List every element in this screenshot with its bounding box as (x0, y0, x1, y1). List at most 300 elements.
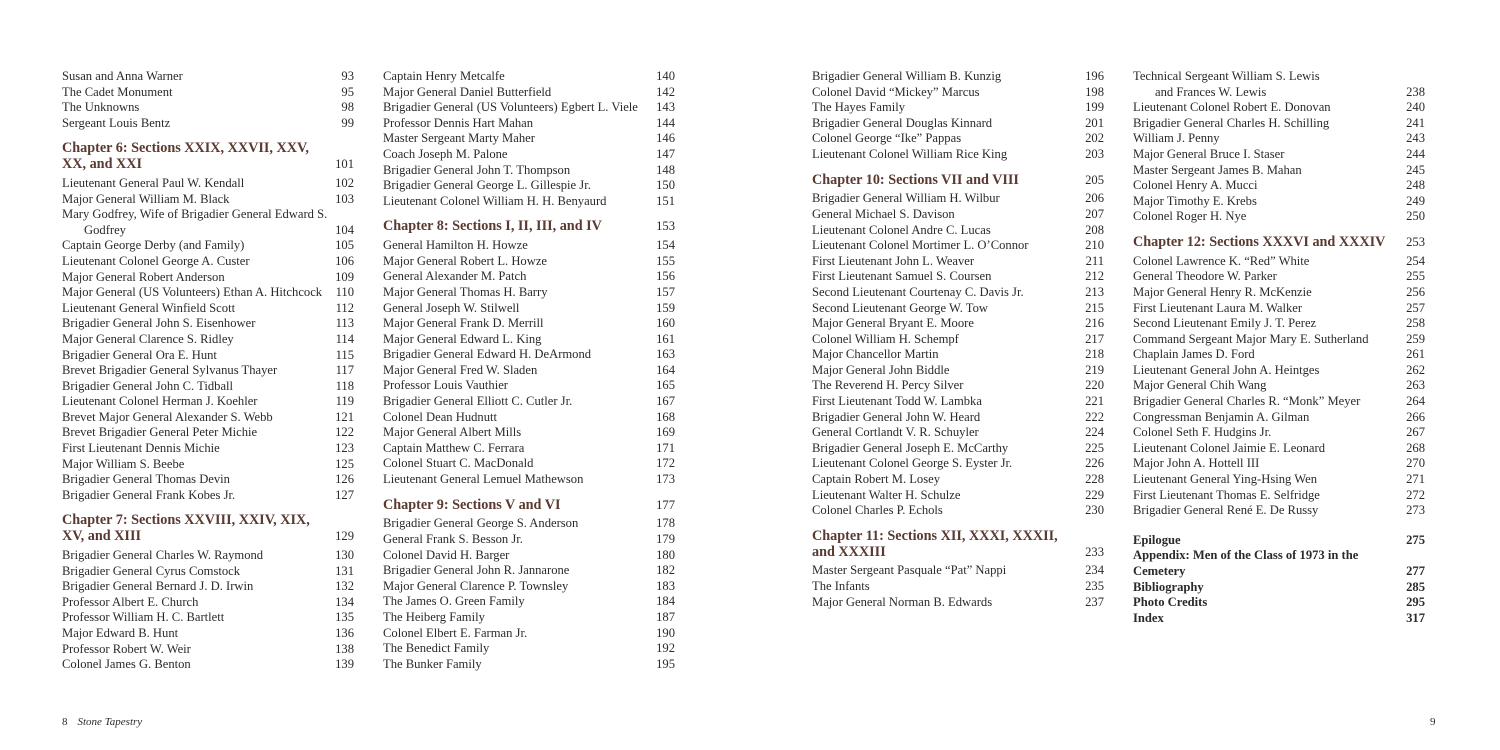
toc-entry (62, 410, 354, 426)
page-number: 264 (1406, 394, 1425, 409)
entry-title: Lieutenant Colonel Jaimie E. Leonard (1133, 440, 1325, 455)
entry-title: Colonel James G. Benton (62, 657, 191, 672)
entry-title: Colonel Seth F. Hudgins Jr. (1133, 425, 1272, 440)
toc-entry (812, 301, 1104, 317)
page-number: 192 (656, 641, 675, 656)
toc-entry (1133, 332, 1425, 348)
entry-title: Brigadier General John R. Jannarone (383, 563, 570, 578)
entry-title: Brevet Major General Alexander S. Webb (62, 409, 273, 424)
toc-entry (62, 176, 354, 192)
page-number: 126 (335, 472, 354, 487)
page-number: 207 (1085, 206, 1104, 221)
entry-title: Lieutenant General John A. Heintges (1133, 362, 1320, 377)
entry-title: First Lieutenant Dennis Michie (62, 441, 220, 456)
entry-title: Command Sergeant Major Mary E. Sutherland (1133, 331, 1369, 346)
page-number: 95 (341, 84, 354, 99)
entry-title: Second Lieutenant George W. Tow (812, 300, 988, 315)
toc-column-4 (1133, 69, 1425, 626)
page-number: 136 (335, 626, 354, 640)
toc-entry (1133, 254, 1425, 270)
entry-title: Brigadier General René E. De Russy (1133, 503, 1319, 518)
toc-entry (62, 116, 354, 132)
toc-entry (383, 579, 675, 595)
toc-entry (812, 254, 1104, 270)
toc-entry (812, 238, 1104, 254)
entry-title: First Lieutenant Todd W. Lambka (812, 394, 982, 409)
entry-title: Colonel Charles P. Echols (812, 503, 943, 518)
page-number: 253 (1406, 234, 1425, 249)
toc-entry (383, 626, 675, 642)
page-number: 177 (656, 497, 675, 512)
page-number: 206 (1085, 191, 1104, 206)
back-matter-entry (1133, 548, 1425, 579)
page-number: 220 (1085, 378, 1104, 393)
page-number: 258 (1406, 316, 1425, 331)
entry-title: The Benedict Family (383, 641, 490, 656)
entry-title: Lieutenant Colonel Mortimer L. O’Connor (812, 238, 1029, 253)
entry-title: Lieutenant Colonel William H. H. Benyaurd (383, 193, 607, 208)
toc-entry (383, 131, 675, 147)
toc-entry (812, 488, 1104, 504)
page-number: 213 (1085, 284, 1104, 299)
toc-entry (812, 223, 1104, 239)
toc-entry (812, 363, 1104, 379)
entry-title: Major General John Biddle (812, 362, 950, 377)
entry-title: Photo Credits (1133, 595, 1208, 610)
entry-title: Major John A. Hottell III (1133, 456, 1260, 471)
page-number: 208 (1085, 222, 1104, 237)
page-number: 113 (335, 316, 354, 331)
toc-entry (1133, 131, 1425, 147)
entry-title: Captain Robert M. Losey (812, 472, 941, 487)
toc-entry (383, 116, 675, 132)
entry-title: Professor Dennis Hart Mahan (383, 115, 534, 130)
left-page-footer (62, 716, 142, 728)
page-number: 267 (1406, 425, 1425, 440)
entry-title: First Lieutenant Laura M. Walker (1133, 300, 1303, 315)
page-number: 210 (1085, 238, 1104, 253)
entry-title: Brigadier General Bernard J. D. Irwin (62, 579, 254, 594)
page-number: 121 (335, 409, 354, 424)
entry-title: Major General Robert L. Howze (383, 253, 548, 268)
toc-entry (62, 285, 354, 301)
entry-title: Major Chancellor Martin (812, 347, 939, 362)
entry-title: Lieutenant General Paul W. Kendall (62, 175, 245, 190)
entry-title: Chapter 7: Sections XXVIII, XXIV, XIX, XV, and XIII (62, 512, 310, 545)
page-number: 109 (335, 269, 354, 284)
page-number: 154 (656, 238, 675, 253)
toc-entry (62, 207, 354, 238)
toc-entry (383, 641, 675, 657)
page-number: 178 (656, 516, 675, 531)
page-number: 127 (335, 487, 354, 502)
toc-entry (1133, 503, 1425, 519)
page-number: 255 (1406, 269, 1425, 284)
page-number: 275 (1406, 532, 1425, 547)
entry-title: Chapter 9: Sections V and VI (383, 496, 561, 513)
entry-title: The Cadet Monument (62, 84, 173, 99)
entry-title: Brigadier General John T. Thompson (383, 162, 571, 177)
page-number: 241 (1406, 115, 1425, 130)
entry-title: Brigadier General Douglas Kinnard (812, 115, 993, 130)
toc-entry (62, 394, 354, 410)
entry-title: The Bunker Family (383, 656, 482, 671)
toc-entry (812, 472, 1104, 488)
entry-title: Brigadier General Charles W. Raymond (62, 548, 264, 563)
toc-entry (383, 238, 675, 254)
entry-title: Master Sergeant Pasquale “Pat” Nappi (812, 563, 1007, 578)
page-number: 173 (656, 472, 675, 487)
toc-entry (812, 441, 1104, 457)
toc-entry (1133, 100, 1425, 116)
entry-title: Major General Edward L. King (383, 331, 542, 346)
page-number: 171 (656, 440, 675, 455)
page-number: 196 (1085, 69, 1104, 83)
page-number: 160 (656, 316, 675, 331)
toc-entry (383, 516, 675, 532)
entry-title: Sergeant Louis Bentz (62, 115, 171, 130)
page-number: 157 (656, 284, 675, 299)
toc-entry (812, 100, 1104, 116)
toc-entry (383, 269, 675, 285)
entry-title: Major General Daniel Butterfield (383, 84, 552, 99)
toc-entry (1133, 209, 1425, 225)
toc-entry (62, 316, 354, 332)
page-number: 244 (1406, 146, 1425, 161)
entry-title: Colonel Dean Hudnutt (383, 409, 498, 424)
page-number: 235 (1085, 579, 1104, 594)
toc-entry (383, 316, 675, 332)
toc-entry (62, 100, 354, 116)
toc-entry (383, 532, 675, 548)
entry-title: Major General Fred W. Sladen (383, 362, 538, 377)
page-number: 271 (1406, 472, 1425, 487)
page-number: 266 (1406, 409, 1425, 424)
toc-entry (812, 316, 1104, 332)
entry-title: Brigadier General William H. Wilbur (812, 191, 1000, 206)
page-number: 203 (1085, 146, 1104, 161)
entry-title: Brevet Brigadier General Peter Michie (62, 425, 258, 440)
page-number: 233 (1085, 544, 1104, 559)
entry-title: First Lieutenant Samuel S. Coursen (812, 269, 992, 284)
entry-title: The James O. Green Family (383, 594, 525, 609)
toc-column-2 (383, 69, 675, 672)
page-number: 146 (656, 131, 675, 146)
page-number: 151 (656, 193, 675, 208)
entry-title: Brigadier General Elliott C. Cutler Jr. (383, 394, 573, 409)
entry-title: Brigadier General John W. Heard (812, 409, 981, 424)
entry-title: Major General Frank D. Merrill (383, 316, 544, 331)
chapter-heading (812, 529, 1104, 561)
entry-title: Major Edward B. Hunt (62, 626, 179, 640)
page-number: 254 (1406, 253, 1425, 268)
page-number: 230 (1085, 503, 1104, 518)
entry-title: Lieutenant General Winfield Scott (62, 300, 236, 315)
entry-title: Brigadier General Joseph E. McCarthy (812, 440, 1009, 455)
page-number: 277 (1406, 564, 1425, 579)
entry-title: The Heiberg Family (383, 610, 485, 624)
page-number: 161 (656, 331, 675, 346)
entry-title: Brigadier General Ora E. Hunt (62, 347, 217, 362)
entry-title: Brigadier General Thomas Devin (62, 472, 230, 487)
entry-title: Brigadier General Charles H. Schilling (1133, 115, 1330, 130)
toc-entry (1133, 472, 1425, 488)
entry-title: Colonel Lawrence K. “Red” White (1133, 253, 1310, 268)
chapter-heading (383, 498, 675, 514)
entry-title: Professor Albert E. Church (62, 594, 199, 609)
toc-entry (1133, 269, 1425, 285)
page-number: 101 (335, 157, 354, 172)
running-book-title: Stone Tapestry (77, 716, 143, 728)
chapter-heading (62, 141, 354, 173)
toc-entry (62, 301, 354, 317)
entry-title: Lieutenant General Lemuel Mathewson (383, 472, 584, 487)
entry-title: Major General Bruce I. Staser (1133, 146, 1285, 161)
entry-title: The Unknowns (62, 100, 140, 115)
page-number: 118 (335, 378, 354, 393)
entry-title: Professor Robert W. Weir (62, 641, 191, 656)
entry-title: Major General Robert Anderson (62, 269, 225, 284)
page-number: 147 (656, 146, 675, 161)
entry-title: Colonel Stuart C. MacDonald (383, 456, 534, 471)
toc-entry (1133, 456, 1425, 472)
page-number: 272 (1406, 487, 1425, 502)
entry-title: Lieutenant Colonel Robert E. Donovan (1133, 100, 1331, 115)
entry-title: First Lieutenant John L. Weaver (812, 253, 975, 268)
page-number: 202 (1085, 131, 1104, 146)
page-number: 114 (335, 331, 354, 346)
toc-entry (383, 69, 675, 85)
entry-title: Lieutenant Colonel George S. Eyster Jr. (812, 456, 1013, 471)
toc-entry (62, 363, 354, 379)
toc-entry (62, 564, 354, 580)
entry-title: Major William S. Beebe (62, 456, 185, 471)
page-number: 167 (656, 394, 675, 409)
toc-entry (383, 456, 675, 472)
entry-title: Major General Henry R. McKenzie (1133, 284, 1312, 299)
toc-entry (1133, 178, 1425, 194)
page-number: 122 (335, 425, 354, 440)
page-number: 112 (335, 300, 354, 315)
toc-entry (383, 254, 675, 270)
toc-entry (812, 394, 1104, 410)
toc-entry (62, 192, 354, 208)
page-number: 248 (1406, 178, 1425, 193)
entry-title: Chapter 8: Sections I, II, III, and IV (383, 218, 602, 235)
entry-title: Colonel Elbert E. Farman Jr. (383, 625, 528, 640)
entry-title: Brigadier General Frank Kobes Jr. (62, 487, 236, 502)
page-number: 159 (656, 300, 675, 315)
entry-title: Brigadier General John S. Eisenhower (62, 316, 256, 331)
toc-entry (812, 456, 1104, 472)
toc-entry (383, 363, 675, 379)
toc-entry (383, 472, 675, 488)
page-number: 295 (1406, 595, 1425, 610)
toc-entry (383, 657, 675, 673)
entry-title: Bibliography (1133, 579, 1204, 594)
page-number: 131 (335, 563, 354, 578)
back-matter-entry (1133, 611, 1425, 627)
page-number: 103 (335, 191, 354, 206)
page-number: 219 (1085, 362, 1104, 377)
toc-entry (383, 347, 675, 363)
entry-title: Major General Clarence P. Townsley (383, 578, 569, 593)
page-number: 226 (1085, 456, 1104, 471)
chapter-heading (62, 513, 354, 545)
entry-title: Brigadier General George L. Gillespie Jr. (383, 178, 591, 193)
page-number: 164 (656, 362, 675, 377)
entry-title: Master Sergeant Marty Maher (383, 131, 535, 146)
page-number: 172 (656, 456, 675, 471)
toc-entry (62, 332, 354, 348)
chapter-heading (812, 173, 1104, 189)
page-number: 138 (335, 641, 354, 656)
entry-title: Brigadier General (US Volunteers) Egbert L. Viele (383, 100, 638, 115)
page-number: 117 (335, 363, 354, 378)
entry-title: Brevet Brigadier General Sylvanus Thayer (62, 363, 278, 378)
toc-entry (1133, 69, 1425, 100)
toc-entry (812, 269, 1104, 285)
toc-entry (62, 441, 354, 457)
entry-title: Lieutenant Colonel William Rice King (812, 146, 1008, 161)
page-number: 163 (656, 347, 675, 362)
toc-entry (62, 610, 354, 626)
toc-entry (62, 657, 354, 673)
entry-title: Chapter 12: Sections XXXVI and XXXIV (1133, 233, 1386, 250)
page-number: 215 (1085, 300, 1104, 315)
page-number: 243 (1406, 131, 1425, 146)
toc-entry (383, 594, 675, 610)
toc-entry (1133, 441, 1425, 457)
page-number: 249 (1406, 193, 1425, 208)
page-number: 135 (335, 610, 354, 625)
page-number: 250 (1406, 209, 1425, 224)
page-number: 217 (1085, 331, 1104, 346)
toc-entry (812, 147, 1104, 163)
toc-entry (812, 332, 1104, 348)
page-number: 229 (1085, 487, 1104, 502)
entry-title: Captain George Derby (and Family) (62, 238, 245, 253)
entry-title-continuation: and Frances W. Lewis (1155, 84, 1267, 99)
toc-entry (1133, 163, 1425, 179)
page-number: 261 (1406, 347, 1425, 362)
page-number: 148 (656, 162, 675, 177)
entry-title: Chapter 10: Sections VII and VIII (812, 171, 1019, 188)
entry-title: Second Lieutenant Courtenay C. Davis Jr. (812, 284, 1024, 299)
entry-title: Major General Bryant E. Moore (812, 316, 974, 331)
toc-entry (62, 379, 354, 395)
page-number: 119 (335, 394, 354, 409)
page-number: 256 (1406, 284, 1425, 299)
toc-entry (62, 238, 354, 254)
toc-entry (62, 270, 354, 286)
entry-title: Mary Godfrey, Wife of Brigadier General Edward S. (62, 207, 328, 222)
right-page-number: 9 (1430, 716, 1436, 728)
page-number: 180 (656, 547, 675, 562)
toc-entry (812, 579, 1104, 595)
entry-title: Major General (US Volunteers) Ethan A. Hitchcock (62, 285, 323, 300)
entry-title: Lieutenant Colonel George A. Custer (62, 253, 250, 268)
toc-entry (62, 472, 354, 488)
toc-column-1 (62, 69, 354, 673)
toc-entry (62, 488, 354, 504)
page-number: 257 (1406, 300, 1425, 315)
toc-entry (62, 85, 354, 101)
entry-title: Major General Thomas H. Barry (383, 284, 548, 299)
toc-entry (383, 178, 675, 194)
entry-title: Lieutenant Colonel Herman J. Koehler (62, 394, 258, 409)
page-number: 285 (1406, 579, 1425, 594)
chapter-heading (383, 219, 675, 235)
page-number: 125 (335, 456, 354, 471)
entry-title: General Theodore W. Parker (1133, 269, 1277, 284)
page-number: 184 (656, 594, 675, 609)
entry-title: Colonel David “Mickey” Marcus (812, 84, 980, 99)
page-number: 104 (335, 222, 354, 237)
toc-entry (812, 503, 1104, 519)
page-number: 212 (1085, 269, 1104, 284)
entry-title: Chapter 11: Sections XII, XXXI, XXXII, and XXXIII (812, 527, 1058, 560)
entry-title: Captain Matthew C. Ferrara (383, 440, 525, 455)
toc-entry (1133, 410, 1425, 426)
page-number: 234 (1085, 563, 1104, 578)
page-number: 134 (335, 594, 354, 609)
toc-entry (1133, 488, 1425, 504)
page-number: 140 (656, 69, 675, 83)
entry-title: Congressman Benjamin A. Gilman (1133, 409, 1310, 424)
left-page-number: 8 (62, 716, 68, 728)
back-matter-entry (1133, 580, 1425, 596)
toc-entry (62, 254, 354, 270)
page-number: 222 (1085, 409, 1104, 424)
entry-title: General Cortlandt V. R. Schuyler (812, 425, 979, 440)
entry-title: General Michael S. Davison (812, 206, 955, 221)
entry-title-continuation: Godfrey (84, 222, 126, 237)
toc-entry (383, 610, 675, 626)
entry-title: Colonel Henry A. Mucci (1133, 178, 1258, 193)
back-matter-entry (1133, 533, 1425, 549)
toc-entry (1133, 378, 1425, 394)
entry-title: Lieutenant Walter H. Schulze (812, 487, 961, 502)
page-number: 169 (656, 425, 675, 440)
toc-entry (383, 100, 675, 116)
page-number: 105 (335, 238, 354, 253)
page-number: 132 (335, 579, 354, 594)
page-number: 179 (656, 532, 675, 547)
entry-title: Chaplain James D. Ford (1133, 347, 1255, 362)
entry-title: Technical Sergeant William S. Lewis (1133, 69, 1320, 83)
toc-entry (812, 285, 1104, 301)
toc-entry (383, 394, 675, 410)
entry-title: Epilogue (1133, 532, 1181, 547)
page-number: 168 (656, 409, 675, 424)
toc-entry (1133, 425, 1425, 441)
chapter-heading (1133, 235, 1425, 251)
entry-title: General Frank S. Besson Jr. (383, 532, 523, 547)
entry-title: Colonel William H. Schempf (812, 331, 959, 346)
toc-entry (1133, 116, 1425, 132)
entry-title: Lieutenant General Ying-Hsing Wen (1133, 472, 1317, 487)
page-number: 268 (1406, 440, 1425, 455)
entry-title: Captain Henry Metcalfe (383, 69, 505, 83)
entry-title: The Infants (812, 579, 870, 594)
page-number: 225 (1085, 440, 1104, 455)
page-number: 123 (335, 441, 354, 456)
entry-title: Colonel Roger H. Nye (1133, 209, 1247, 224)
toc-entry (383, 194, 675, 210)
page-number: 142 (656, 84, 675, 99)
toc-entry (812, 347, 1104, 363)
